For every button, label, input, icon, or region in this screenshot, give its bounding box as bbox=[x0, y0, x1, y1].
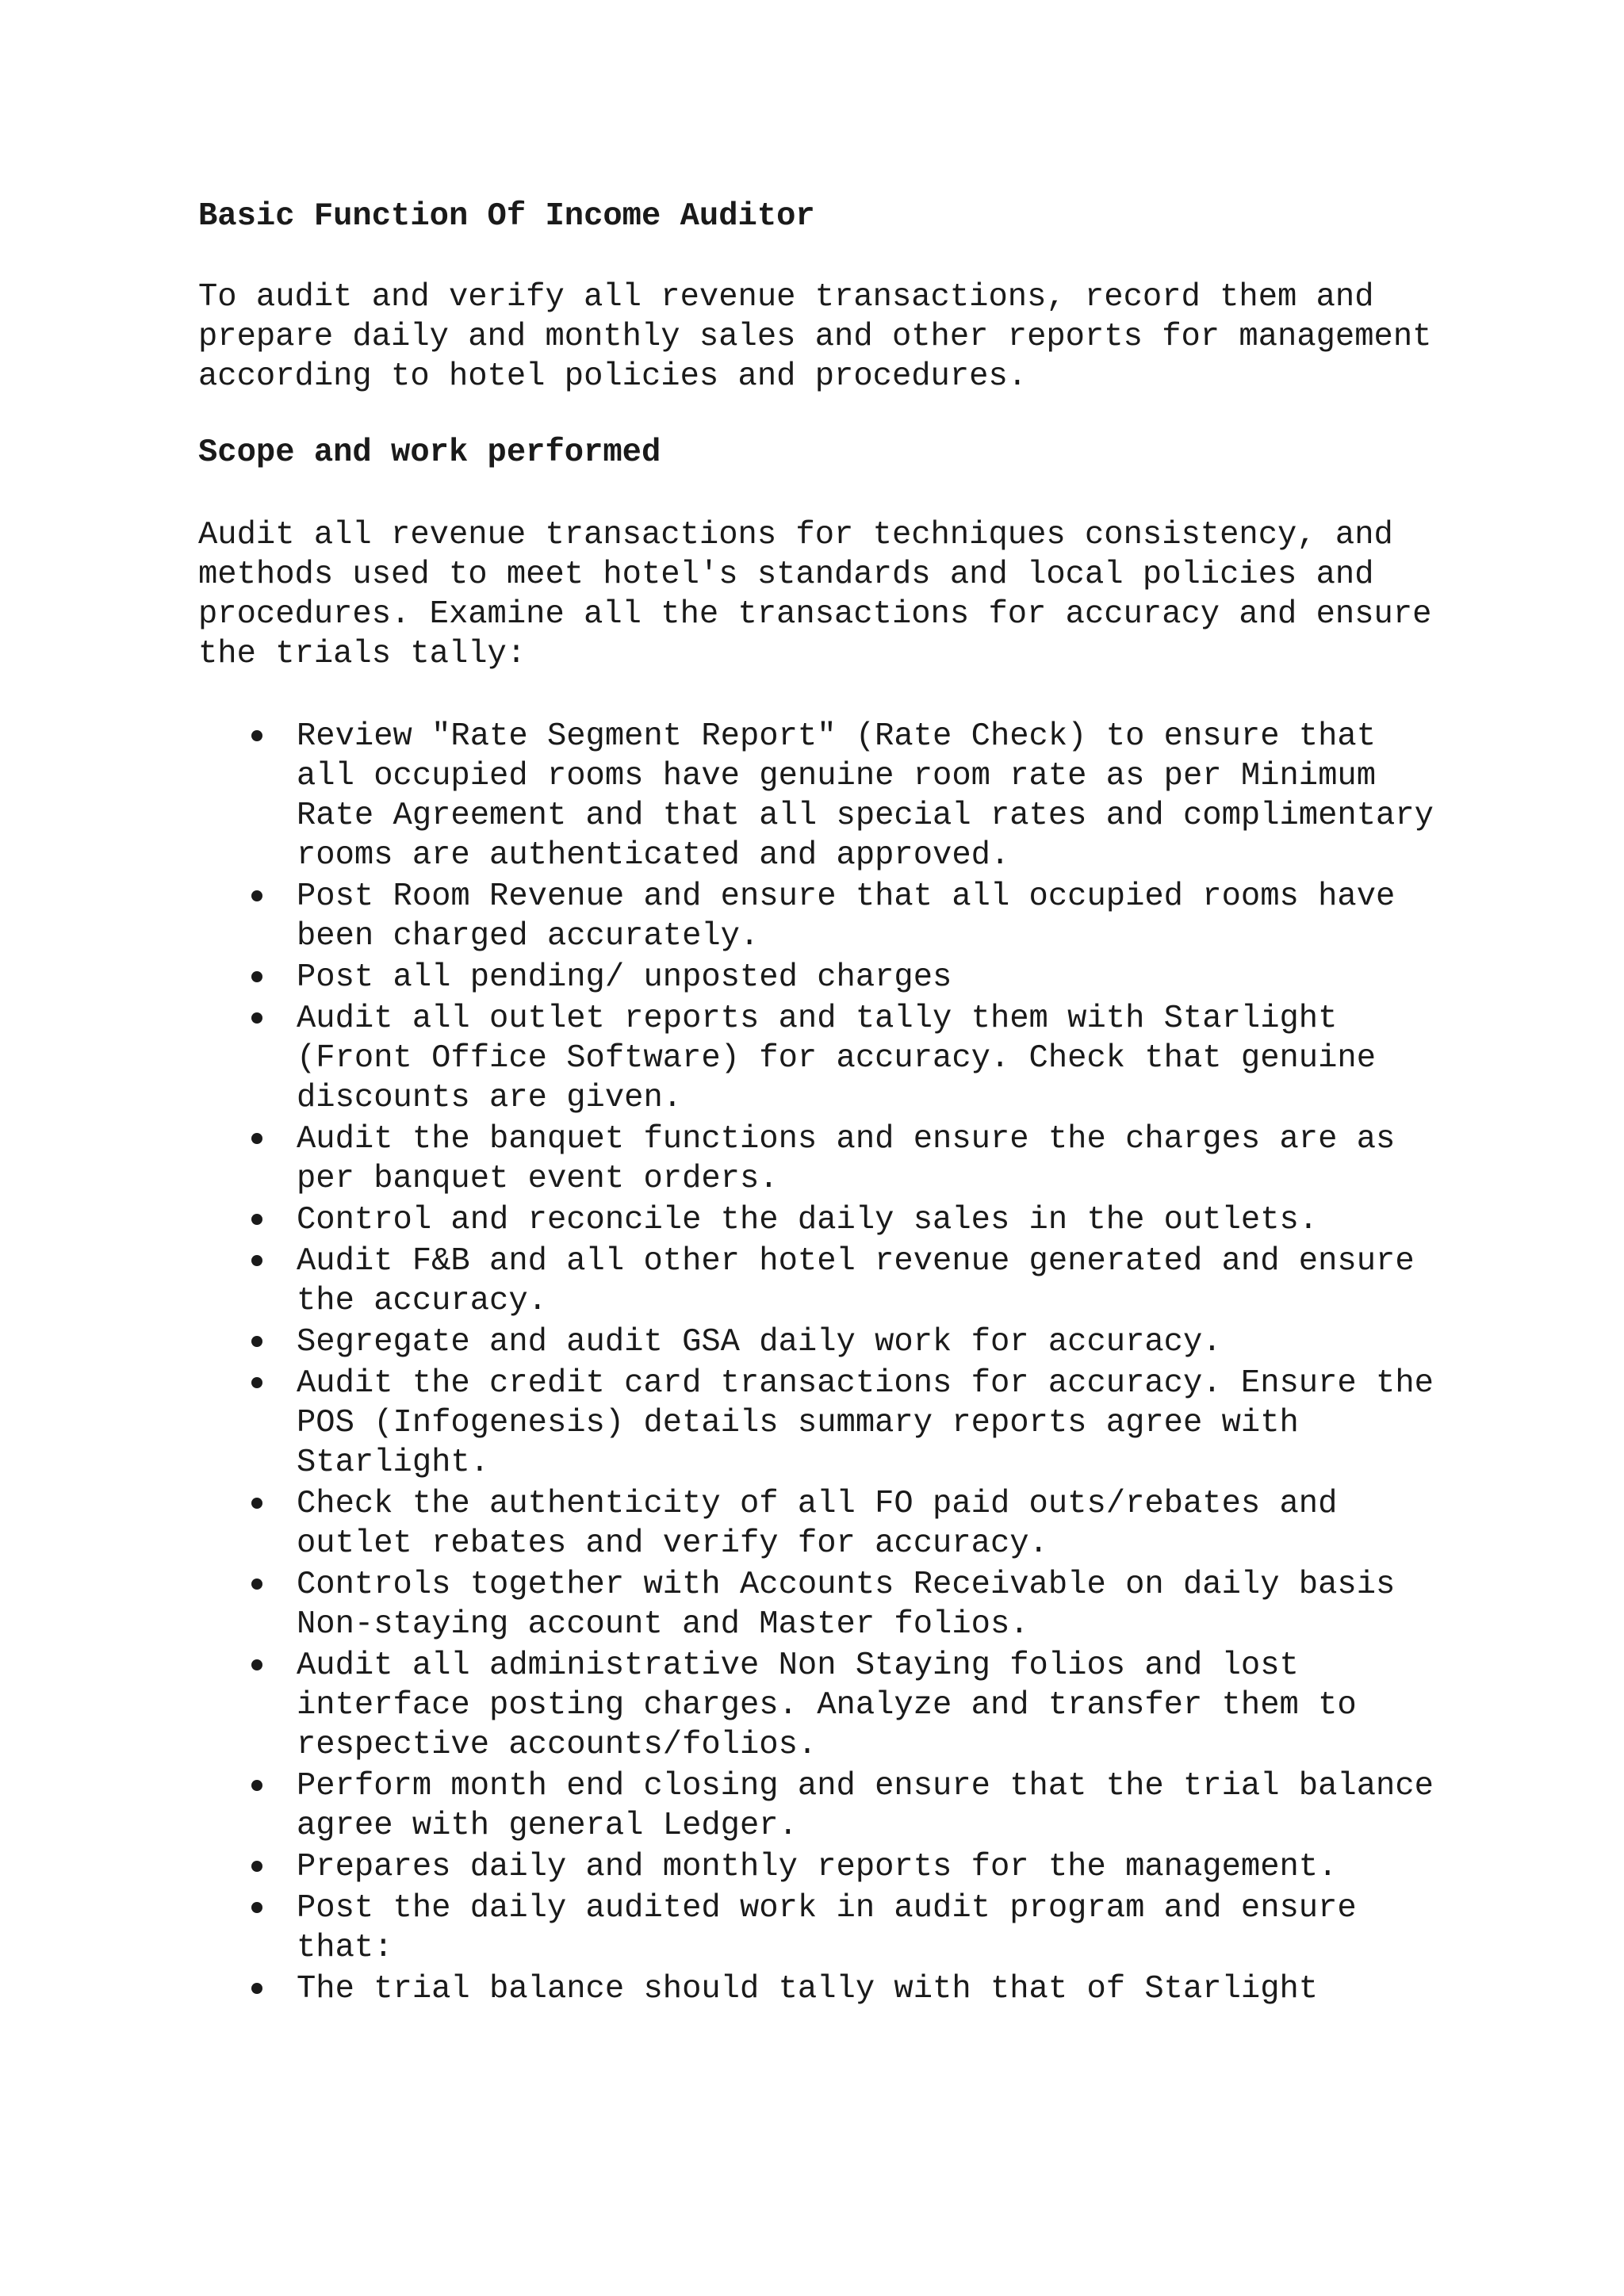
bullet-icon bbox=[251, 1214, 262, 1225]
list-item bbox=[198, 1119, 1435, 1199]
duties-list bbox=[198, 717, 1435, 2009]
section-heading-basic-function: Basic Function Of Income Auditor bbox=[198, 198, 815, 235]
list-item-text: Audit the banquet functions and ensure the charges are as per banquet event orders. bbox=[297, 1121, 1396, 1197]
bullet-icon bbox=[251, 1578, 262, 1590]
list-item-text: Controls together with Accounts Receivable on daily basis Non-staying account and Master folios. bbox=[297, 1567, 1396, 1643]
list-item-text: Control and reconcile the daily sales in the outlets. bbox=[297, 1202, 1319, 1238]
scope-paragraph: Audit all revenue transactions for techniques consistency, and methods used to meet hotel's standards and local policies and procedures. Examine all the transactions for accuracy and ensure the trials tally: bbox=[198, 517, 1432, 672]
list-item-text: The trial balance should tally with that of Starlight bbox=[297, 1971, 1319, 2007]
list-item bbox=[198, 1242, 1435, 1321]
list-item-text: Prepares daily and monthly reports for the management. bbox=[297, 1849, 1338, 1885]
bullet-icon bbox=[251, 1255, 262, 1266]
list-item-text: Audit all administrative Non Staying folios and lost interface posting charges. Analyze and transfer them to respective accounts/folios. bbox=[297, 1647, 1357, 1763]
bullet-icon bbox=[251, 1861, 262, 1872]
list-item bbox=[198, 1969, 1435, 2009]
list-item bbox=[198, 999, 1435, 1118]
bullet-icon bbox=[251, 1659, 262, 1670]
bullet-icon bbox=[251, 1780, 262, 1791]
list-item bbox=[198, 717, 1435, 875]
bullet-icon bbox=[251, 1133, 262, 1144]
bullet-icon bbox=[251, 730, 262, 741]
bullet-icon bbox=[251, 1983, 262, 1994]
list-item bbox=[198, 1565, 1435, 1644]
list-item-text: Post all pending/ unposted charges bbox=[297, 959, 952, 996]
document-page bbox=[198, 197, 1435, 2011]
section-heading-scope: Scope and work performed bbox=[198, 434, 661, 471]
list-item bbox=[198, 1200, 1435, 1240]
list-item-text: Audit all outlet reports and tally them with Starlight (Front Office Software) for accuracy. Check that genuine discounts are given. bbox=[297, 1001, 1377, 1116]
list-item bbox=[198, 1888, 1435, 1968]
bullet-icon bbox=[251, 1336, 262, 1347]
list-item bbox=[198, 1766, 1435, 1846]
intro-paragraph: To audit and verify all revenue transactions, record them and prepare daily and monthly sales and other reports for management according to hotel policies and procedures. bbox=[198, 279, 1432, 395]
bullet-icon bbox=[251, 1377, 262, 1388]
list-item bbox=[198, 1484, 1435, 1563]
list-item bbox=[198, 877, 1435, 956]
list-item-text: Audit F&B and all other hotel revenue generated and ensure the accuracy. bbox=[297, 1243, 1415, 1319]
list-item bbox=[198, 1646, 1435, 1765]
bullet-icon bbox=[251, 1498, 262, 1509]
list-item bbox=[198, 1847, 1435, 1887]
list-item bbox=[198, 958, 1435, 997]
bullet-icon bbox=[251, 1902, 262, 1913]
bullet-icon bbox=[251, 890, 262, 901]
list-item-text: Review "Rate Segment Report" (Rate Check) to ensure that all occupied rooms have genuine room rate as per Minimum Rate Agreement and that all special rates and complimentary rooms are authenticated and approved. bbox=[297, 718, 1434, 874]
list-item-text: Post the daily audited work in audit program and ensure that: bbox=[297, 1890, 1357, 1966]
list-item-text: Post Room Revenue and ensure that all occupied rooms have been charged accurately. bbox=[297, 878, 1396, 955]
bullet-icon bbox=[251, 1012, 262, 1024]
bullet-icon bbox=[251, 971, 262, 982]
list-item-text: Perform month end closing and ensure that the trial balance agree with general Ledger. bbox=[297, 1768, 1434, 1844]
list-item-text: Check the authenticity of all FO paid outs/rebates and outlet rebates and verify for accuracy. bbox=[297, 1486, 1338, 1562]
list-item-text: Segregate and audit GSA daily work for accuracy. bbox=[297, 1324, 1222, 1360]
list-item bbox=[198, 1322, 1435, 1362]
list-item-text: Audit the credit card transactions for accuracy. Ensure the POS (Infogenesis) details summary reports agree with Starlight. bbox=[297, 1365, 1434, 1481]
list-item bbox=[198, 1364, 1435, 1483]
